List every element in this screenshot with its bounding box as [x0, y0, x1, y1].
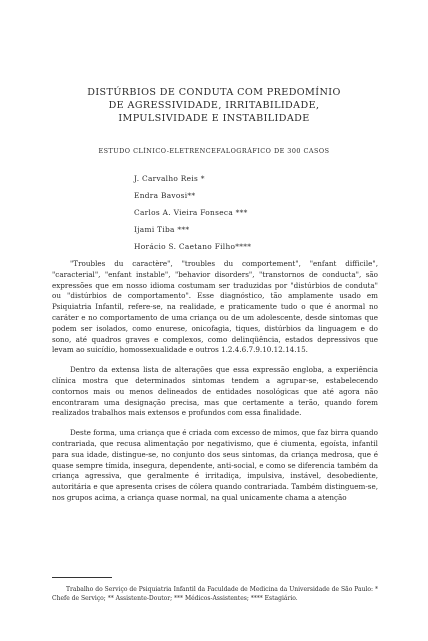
body-paragraph: "Troubles du caractère", "troubles du comportement", "enfant difficile", "caracterial", "enfant instable", "behavior disorders", "transtornos de conducta", são expressões que em nosso idioma costumam ser traduzidas por "distúrbios de conduta" ou "distúrbios de comportamento". Esse diagnóstico, tão amplamente usado em Psiquiatria Infantil, refere-se, na realidade, e praticamente tudo o que é anormal no caráter e no comportamento de uma criança ou de um adolescente, desde sintomas que podem ser isolados, como enurese, onicofagia, tiques, distúrbios da linguagem e do sono, até quadros graves e complexos, como delinqüência, estados depressivos que levam ao suicídio, homossexualidade e outros 1.2.4.6.7.9.10.12.14.15. [52, 259, 378, 355]
title-line: IMPULSIVIDADE E INSTABILIDADE [118, 113, 310, 124]
author-list [134, 170, 251, 255]
author-name: J. Carvalho Reis * [134, 174, 205, 183]
author-name: Endra Bavosi** [134, 191, 196, 200]
body-paragraph: Deste forma, uma criança que é criada com excesso de mimos, que faz birra quando contrariada, que recusa alimentação por negativismo, que é ciumenta, egoísta, infantil para sua idade, distingue-se, no conjunto dos seus sintomas, da criança medrosa, que é quase sempre tímida, insegura, dependente, anti-social, e como se diferencia também da criança agressiva, que geralmente é irritadiça, impulsiva, instável, desobediente, autoritária e que apresenta crises de cólera quando contrariada. Também distinguem-se, nos grupos acima, a criança quase normal, na qual unicamente chama a atenção [52, 428, 378, 502]
article-title [60, 86, 368, 125]
article-body [52, 259, 378, 513]
footnote-divider [52, 577, 112, 578]
title-line: DISTÚRBIOS DE CONDUTA COM PREDOMÍNIO [87, 87, 341, 98]
footnote: Trabalho do Serviço de Psiquiatria Infantil da Faculdade de Medicina da Universidade de São Paulo: * Chefe de Serviço; ** Assistente-Doutor; *** Médicos-Assistentes; **** Estagiário. [52, 586, 378, 602]
author-name: Carlos A. Vieira Fonseca *** [134, 208, 248, 217]
author-name: Ijami Tiba *** [134, 225, 190, 234]
title-line: DE AGRESSIVIDADE, IRRITABILIDADE, [108, 100, 320, 111]
article-subtitle: ESTUDO CLÍNICO-ELETRENCEFALOGRÁFICO DE 300 CASOS [98, 147, 330, 155]
author-name: Horácio S. Caetano Filho**** [134, 242, 252, 251]
body-paragraph: Dentro da extensa lista de alterações que essa expressão engloba, a experiência clínica mostra que determinados sintomas tendem a agrupar-se, estabelecendo contornos mais ou menos delineados de entidades nosológicas que até agora não encontraram uma designação precisa, mas que certamente a terão, quando forem realizados trabalhos mais extensos e profundos com essa finalidade. [52, 365, 378, 418]
